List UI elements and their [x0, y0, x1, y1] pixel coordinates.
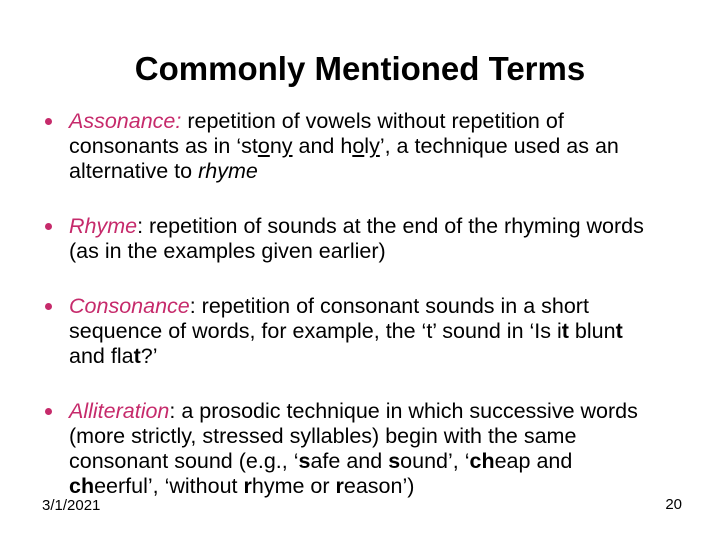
text-segment: ch: [469, 449, 495, 473]
bullet-item-rhyme: [42, 214, 660, 264]
text-segment: n: [269, 134, 282, 158]
text-segment: ound’, ‘: [400, 449, 470, 473]
text-segment: hyme or: [251, 474, 336, 498]
text-segment: blun: [568, 319, 616, 343]
bullet-icon: [45, 303, 52, 310]
text-segment: : a prosodic technique in which successive words (more strictly, stressed syllables) begin with the same consonant sound (e.g., ‘: [69, 399, 638, 473]
bullet-text-alliteration: [69, 399, 638, 498]
slide-date: 3/1/2021: [42, 497, 101, 514]
bullet-text-rhyme: [69, 214, 644, 263]
text-segment: and h: [292, 134, 353, 158]
text-segment: y: [281, 134, 293, 158]
text-segment: Assonance:: [69, 109, 182, 133]
text-segment: eason’): [343, 474, 415, 498]
bullet-list: [42, 109, 660, 499]
text-segment: afe and: [310, 449, 389, 473]
bullet-icon: [45, 408, 52, 415]
text-segment: rhyme: [198, 159, 258, 183]
text-segment: and fla: [69, 344, 134, 368]
text-segment: t: [615, 319, 623, 343]
text-segment: Alliteration: [69, 399, 170, 423]
text-segment: o: [352, 134, 365, 158]
text-segment: o: [257, 134, 270, 158]
bullet-text-assonance: [69, 109, 619, 183]
text-segment: ?’: [140, 344, 158, 368]
text-segment: repetition of vowels without repetition of consonants as in ‘st: [69, 109, 564, 158]
text-segment: Rhyme: [69, 214, 138, 238]
text-segment: t: [133, 344, 141, 368]
text-segment: : repetition of consonant sounds in a short sequence of words, for example, the ‘t’ sound in ‘Is i: [69, 294, 589, 343]
slide-page-number: 20: [665, 496, 682, 513]
text-segment: r: [335, 474, 344, 498]
bullet-item-consonance: [42, 294, 660, 369]
text-segment: l: [364, 134, 370, 158]
bullet-text-consonance: [69, 294, 623, 368]
text-segment: ch: [69, 474, 95, 498]
bullet-icon: [45, 223, 52, 230]
text-segment: Consonance: [69, 294, 190, 318]
text-segment: t: [561, 319, 569, 343]
text-segment: eerful’, ‘without: [94, 474, 244, 498]
text-segment: y: [369, 134, 380, 158]
bullet-item-assonance: [42, 109, 660, 184]
text-segment: ’, a technique used as an alternative to: [69, 134, 619, 183]
slide-title: Commonly Mentioned Terms: [134, 50, 586, 87]
text-segment: eap and: [494, 449, 573, 473]
bullet-icon: [45, 118, 52, 125]
text-segment: r: [243, 474, 252, 498]
text-segment: s: [298, 449, 311, 473]
text-segment: s: [388, 449, 401, 473]
bullet-item-alliteration: [42, 399, 660, 499]
text-segment: : repetition of sounds at the end of the rhyming words (as in the examples given earlier): [69, 214, 644, 263]
